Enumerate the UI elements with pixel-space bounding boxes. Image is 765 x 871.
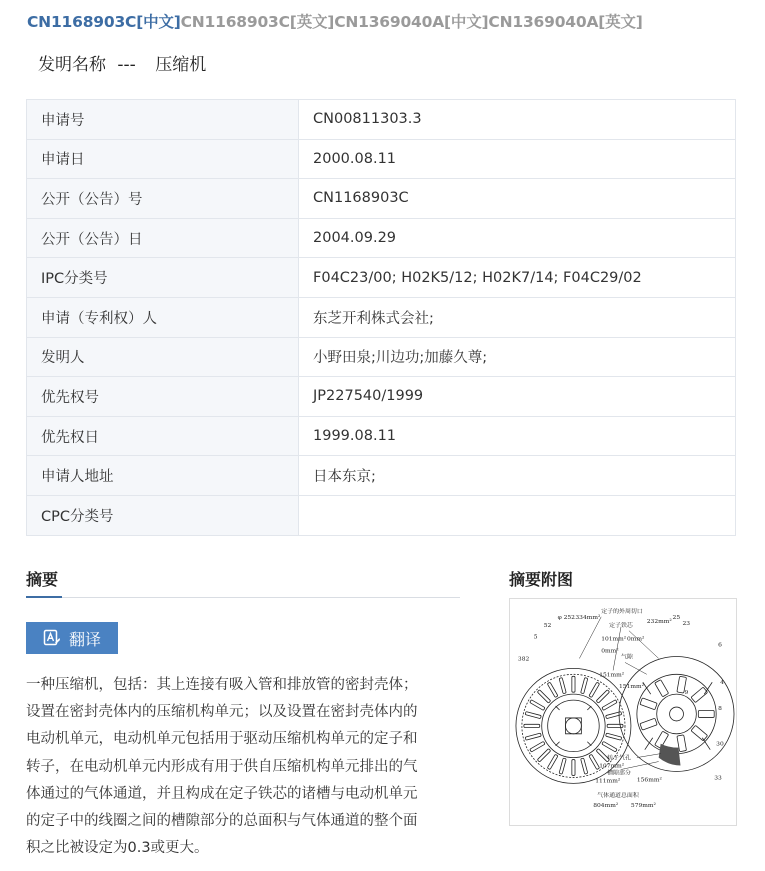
anno-num-8: 8 [718,705,722,713]
anno-area-0a: 0mm² [626,635,645,643]
tab-cn1168903c-zh[interactable]: CN1168903C[中文] [27,13,181,31]
row-label: 发明人 [27,337,299,377]
tab-cn1369040a-en[interactable]: CN1369040A[英文] [488,13,643,31]
translate-icon [43,629,61,647]
stator-slot [524,724,540,727]
table-row [27,179,736,219]
motor-cross-section-drawing [510,599,736,825]
invention-title [38,50,206,75]
abstract-line: 的定子中的线圈之间的槽隙部分的总面积与气体通道的整个面 [26,813,418,830]
title-separator: --- [117,55,136,75]
stator-slot [606,733,622,740]
anno-stator-notch: 定子的外周切口 [601,607,643,615]
anno-area-107: 107mm² [599,762,625,770]
stator-slot [559,758,566,774]
patent-info-table [26,99,736,536]
abstract-heading: 摘要 [26,570,59,589]
anno-area-0b: 0mm² [601,647,619,655]
anno-num-9: 9 [684,689,689,697]
row-label: CPC分类号 [27,495,299,535]
row-label: 申请人地址 [27,456,299,496]
title-value: 压缩机 [155,55,207,75]
stator-slot [698,711,714,718]
anno-stator-core: 定子铁芯 [609,621,633,629]
table-row [27,495,736,535]
stator-slot [602,700,617,711]
anno-air-gap: 气隙 [621,653,633,661]
stator-slot [525,712,541,719]
abstract-line: 电动机单元，电动机单元包括用于驱动压缩机构单元的定子和 [26,731,418,748]
anno-num-6: 6 [718,641,722,649]
row-value: F04C23/00; H02K5/12; H02K7/14; F04C29/02 [299,258,736,298]
anno-area-111: 111mm² [595,777,621,785]
title-label: 发明名称 [38,55,106,75]
abstract-text [26,672,466,862]
stator-slot [596,690,609,703]
stator-slot [572,676,575,692]
stator-slot [559,678,566,694]
stator-slot [525,733,541,740]
stator-slot [691,725,708,741]
tab-cn1168903c-en[interactable]: CN1168903C[英文] [180,13,335,31]
table-row [27,297,736,337]
stator-slot [537,749,550,762]
abstract-line: 积之比被设定为0.3或更大。 [26,840,209,857]
table-row [27,258,736,298]
row-value: 2000.08.11 [299,139,736,179]
row-label: IPC分类号 [27,258,299,298]
anno-num-5: 5 [533,633,538,641]
figure-heading: 摘要附图 [509,570,574,589]
anno-slot-part: 槽隙部分 [607,769,631,777]
anno-num-25: 25 [672,613,681,621]
anno-area-804: 804mm² [593,802,619,810]
stator-slot [640,718,657,730]
abstract-line: 一种压缩机，包括：其上连接有吸入管和排放管的密封壳体； [26,677,418,693]
stator-slot [547,754,558,769]
row-label: 优先权日 [27,416,299,456]
language-tabs [27,10,643,32]
row-value: 小野田泉;川边功;加藤久尊; [299,337,736,377]
stator-slot [581,758,588,774]
table-row [27,100,736,140]
abstract-line: 设置在密封壳体内的压缩机构单元；以及设置在密封壳体内的 [26,704,418,721]
row-label: 公开（公告）日 [27,218,299,258]
row-label: 优先权号 [27,377,299,417]
anno-num-33: 33 [714,774,722,782]
row-value: CN00811303.3 [299,100,736,140]
anno-area-579: 579mm² [630,802,656,810]
stator-slot [589,754,600,769]
row-value: JP227540/1999 [299,377,736,417]
abstract-divider-accent [26,596,62,598]
anno-area-151b: 151mm² [619,683,645,691]
abstract-figure[interactable] [509,598,737,826]
translate-label: 翻译 [68,629,101,649]
stator-slot [530,700,545,711]
anno-num-23: 23 [682,619,691,627]
tab-cn1369040a-zh[interactable]: CN1369040A[中文] [334,13,489,31]
abstract-line: 转子，在电动机单元内形成有用于供自压缩机构单元排出的气 [26,758,418,775]
anno-area-101: 101mm² [601,635,627,643]
anno-num-30: 30 [716,740,724,748]
anno-num-52: 52 [543,621,552,629]
table-row [27,337,736,377]
row-label: 申请日 [27,139,299,179]
anno-area-151: 151mm² [599,671,625,679]
abstract-divider [26,597,460,598]
abstract-line: 体通过的气体通道，并且构成在定子铁芯的诸槽与电动机单元 [26,785,418,802]
stator-slot [547,682,558,697]
row-label: 申请号 [27,100,299,140]
anno-area-156: 156mm² [636,776,662,784]
stator-slot [691,687,708,703]
anno-area-334: 334mm² [575,613,601,621]
translate-button[interactable] [26,622,118,654]
row-value [299,495,736,535]
anno-area-232: 232mm² [646,617,672,625]
stator-slot [572,760,575,776]
anno-num-4: 4 [720,679,724,687]
row-value: 东芝开利株式会社; [299,297,736,337]
figure-annotations [518,607,724,809]
row-value: CN1168903C [299,179,736,219]
table-row [27,218,736,258]
row-label: 公开（公告）号 [27,179,299,219]
row-label: 申请（专利权）人 [27,297,299,337]
row-value: 日本东京; [299,456,736,496]
anno-diameter: φ 252 [557,613,575,621]
stator-slot [581,678,588,694]
row-value: 1999.08.11 [299,416,736,456]
row-value: 2004.09.29 [299,218,736,258]
anno-gas-passage: 气体通道总面积 [597,792,639,800]
stator-slot [589,682,600,697]
stator-slot [530,741,545,752]
stator-slot [537,690,550,703]
anno-rotor-hole: 转子气孔 [607,754,631,762]
stator-slot [602,741,617,752]
table-row [27,377,736,417]
stator-slot [640,698,657,710]
stator-slot [655,680,669,697]
table-row [27,416,736,456]
right-stator-drawing [619,656,734,771]
table-row [27,456,736,496]
anno-num-382: 382 [517,655,530,663]
table-row [27,139,736,179]
